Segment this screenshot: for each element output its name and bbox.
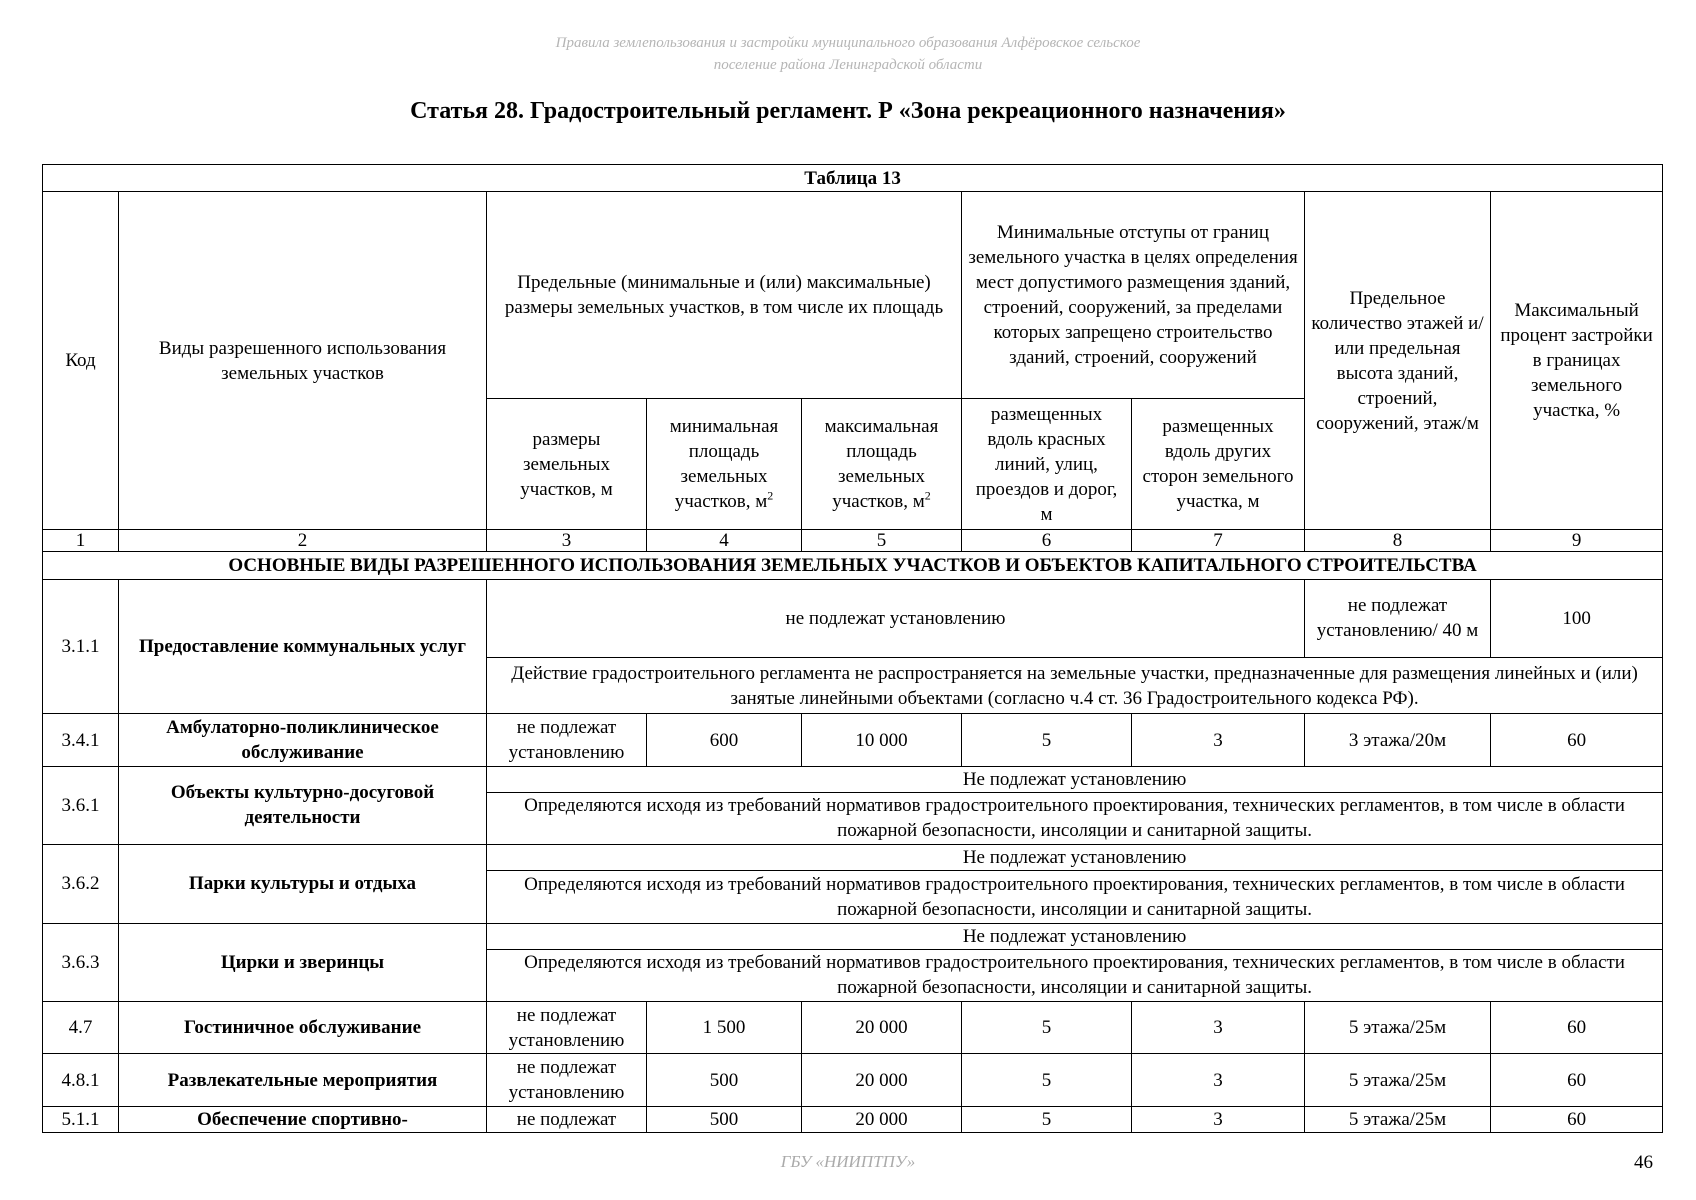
section-row [43, 552, 1663, 579]
row-size: не подлежат [487, 1106, 647, 1132]
row-setback-other: 3 [1132, 714, 1305, 766]
row-note: Определяются исходя из требований нормативов градостроительного проектирования, технических регламентов, в том числе в области пожарной безопасности, инсоляции и санитарной защиты. [487, 949, 1663, 1001]
table-row [43, 923, 1663, 949]
header-setback-red: размещенных вдоль красных линий, улиц, проездов и дорог, м [962, 399, 1132, 530]
row-code: 4.7 [43, 1002, 119, 1054]
header-setbacks-group: Минимальные отступы от границ земельного участка в целях определения мест допустимого размещения зданий, строений, сооружений, за пределами которых запрещено строительство зданий, строений, сооружений [962, 192, 1305, 399]
row-kind: Объекты культурно-досуговой деятельности [119, 766, 487, 844]
header-min-area [647, 399, 802, 530]
row-max-area: 20 000 [802, 1106, 962, 1132]
table-row [43, 714, 1663, 766]
row-percent: 60 [1491, 1002, 1663, 1054]
row-note: Действие градостроительного регламента не распространяется на земельные участки, предназначенные для размещения линейных и (или) занятые линейными объектами (согласно ч.4 ст. 36 Градостроительного кодекса РФ). [487, 658, 1663, 714]
column-number: 4 [647, 530, 802, 552]
column-number: 3 [487, 530, 647, 552]
row-floors: 5 этажа/25м [1305, 1106, 1491, 1132]
row-merged-value: не подлежат установлению [487, 579, 1305, 657]
regulation-table [42, 164, 1663, 1133]
table-row [43, 766, 1663, 792]
row-size: не подлежат установлению [487, 714, 647, 766]
footer-organization: ГБУ «НИИПТПУ» [780, 1152, 916, 1171]
section-title: ОСНОВНЫЕ ВИДЫ РАЗРЕШЕННОГО ИСПОЛЬЗОВАНИЯ ЗЕМЕЛЬНЫХ УЧАСТКОВ И ОБЪЕКТОВ КАПИТАЛЬНОГО СТРОИТЕЛЬСТВА [43, 552, 1663, 579]
row-min-area: 500 [647, 1106, 802, 1132]
column-number: 9 [1491, 530, 1663, 552]
table-row [43, 845, 1663, 871]
row-merged-value: Не подлежат установлению [487, 845, 1663, 871]
column-number: 7 [1132, 530, 1305, 552]
header-max-area [802, 399, 962, 530]
column-number: 2 [119, 530, 487, 552]
header-kinds: Виды разрешенного использования земельных участков [119, 192, 487, 530]
column-number: 1 [43, 530, 119, 552]
table-row [43, 579, 1663, 657]
table-label-row [43, 165, 1663, 192]
row-code: 3.6.3 [43, 923, 119, 1001]
header-setback-other: размещенных вдоль других сторон земельного участка, м [1132, 399, 1305, 530]
header-size-m: размеры земельных участков, м [487, 399, 647, 530]
column-number: 8 [1305, 530, 1491, 552]
row-kind: Развлекательные мероприятия [119, 1054, 487, 1106]
row-min-area: 500 [647, 1054, 802, 1106]
row-code: 5.1.1 [43, 1106, 119, 1132]
row-max-area: 20 000 [802, 1002, 962, 1054]
page-title: Статья 28. Градостроительный регламент. Р «Зона рекреационного назначения» [410, 98, 1286, 124]
row-setback-red: 5 [962, 714, 1132, 766]
row-kind: Амбулаторно-поликлиническое обслуживание [119, 714, 487, 766]
header-floors: Предельное количество этажей и/или предельная высота зданий, строений, сооружений, этаж/м [1305, 192, 1491, 530]
column-number: 5 [802, 530, 962, 552]
header-max-area-sup: 2 [924, 489, 931, 503]
row-note: Определяются исходя из требований нормативов градостроительного проектирования, технических регламентов, в том числе в области пожарной безопасности, инсоляции и санитарной защиты. [487, 792, 1663, 844]
header-sizes-group: Предельные (минимальные и (или) максимальные) размеры земельных участков, в том числе их площадь [487, 192, 962, 399]
row-max-area: 10 000 [802, 714, 962, 766]
running-header-line1: Правила землепользования и застройки муниципального образования Алфёровское сельское [555, 35, 1141, 51]
table-row [43, 1002, 1663, 1054]
row-floors: 5 этажа/25м [1305, 1054, 1491, 1106]
row-setback-red: 5 [962, 1054, 1132, 1106]
row-kind: Гостиничное обслуживание [119, 1002, 487, 1054]
row-kind: Парки культуры и отдыха [119, 845, 487, 923]
row-code: 3.6.1 [43, 766, 119, 844]
row-merged-value: Не подлежат установлению [487, 766, 1663, 792]
header-percent: Максимальный процент застройки в границах земельного участка, % [1491, 192, 1663, 530]
running-header-line2: поселение района Ленинградской области [713, 57, 983, 73]
header-min-area-sup: 2 [767, 489, 774, 503]
row-kind: Обеспечение спортивно- [119, 1106, 487, 1132]
row-percent: 60 [1491, 714, 1663, 766]
header-max-area-text: максимальная площадь земельных участков, м [824, 416, 939, 513]
row-setback-other: 3 [1132, 1106, 1305, 1132]
header-row-1 [43, 192, 1663, 399]
row-max-area: 20 000 [802, 1054, 962, 1106]
row-setback-red: 5 [962, 1106, 1132, 1132]
column-number-row [43, 530, 1663, 552]
row-kind: Предоставление коммунальных услуг [119, 579, 487, 714]
row-percent: 100 [1491, 579, 1663, 657]
row-percent: 60 [1491, 1054, 1663, 1106]
row-kind: Цирки и зверинцы [119, 923, 487, 1001]
row-floors: 5 этажа/25м [1305, 1002, 1491, 1054]
header-min-area-text: минимальная площадь земельных участков, м [669, 416, 779, 513]
row-setback-red: 5 [962, 1002, 1132, 1054]
page-number: 46 [1634, 1152, 1653, 1173]
row-size: не подлежат установлению [487, 1002, 647, 1054]
row-floors: не подлежат установлению/ 40 м [1305, 579, 1491, 657]
row-setback-other: 3 [1132, 1002, 1305, 1054]
row-percent: 60 [1491, 1106, 1663, 1132]
table-label: Таблица 13 [43, 165, 1663, 192]
row-note: Определяются исходя из требований нормативов градостроительного проектирования, технических регламентов, в том числе в области пожарной безопасности, инсоляции и санитарной защиты. [487, 871, 1663, 923]
row-min-area: 1 500 [647, 1002, 802, 1054]
row-code: 3.4.1 [43, 714, 119, 766]
row-size: не подлежат установлению [487, 1054, 647, 1106]
column-number: 6 [962, 530, 1132, 552]
row-floors: 3 этажа/20м [1305, 714, 1491, 766]
header-code: Код [43, 192, 119, 530]
running-header [0, 32, 1696, 76]
row-code: 4.8.1 [43, 1054, 119, 1106]
table-row [43, 1054, 1663, 1106]
row-code: 3.1.1 [43, 579, 119, 714]
row-min-area: 600 [647, 714, 802, 766]
row-merged-value: Не подлежат установлению [487, 923, 1663, 949]
row-setback-other: 3 [1132, 1054, 1305, 1106]
table-row [43, 1106, 1663, 1132]
row-code: 3.6.2 [43, 845, 119, 923]
